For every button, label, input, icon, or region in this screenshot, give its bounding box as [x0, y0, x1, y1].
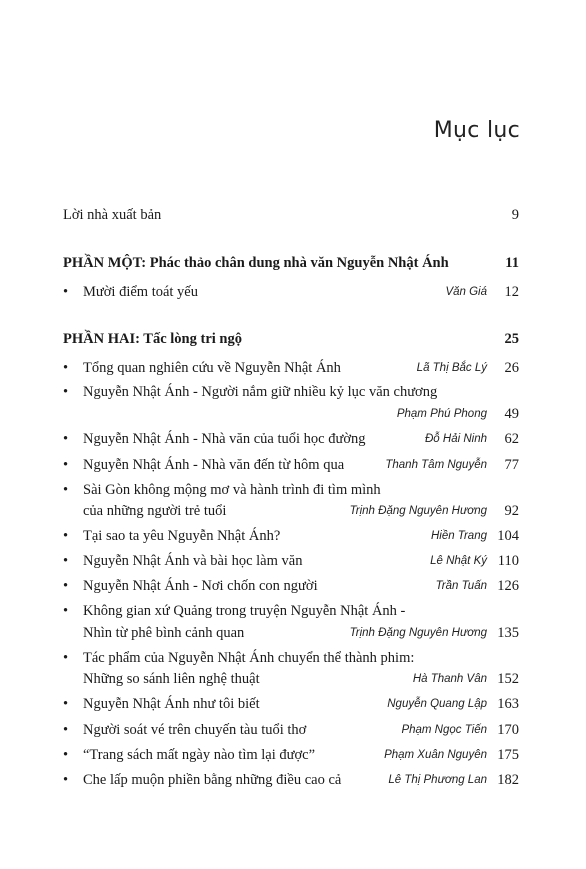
- bullet-icon: •: [63, 603, 69, 619]
- toc-section-part1[interactable]: [63, 252, 519, 274]
- toc-entry-author: Phạm Xuân Nguyên: [384, 749, 487, 761]
- toc-entry-author: Phạm Ngọc Tiến: [401, 724, 487, 736]
- toc-entry-title: Nguyễn Nhật Ánh - Người nắm giữ nhiều kỷ lục văn chương: [83, 384, 438, 400]
- toc-entry-author: Lê Nhật Ký: [430, 555, 487, 567]
- toc-entry-title: “Trang sách mất ngày nào tìm lại được”: [83, 747, 316, 763]
- bullet-icon: •: [63, 482, 69, 498]
- toc-page-number: 11: [505, 255, 519, 271]
- toc-entry-author: Đỗ Hải Ninh: [425, 433, 487, 445]
- toc-entry-title: Lời nhà xuất bản: [63, 207, 162, 223]
- bullet-icon: •: [63, 553, 69, 569]
- toc-entry-title: Nguyễn Nhật Ánh - Nhà văn đến từ hôm qua: [83, 457, 345, 473]
- toc-entry[interactable]: [63, 575, 519, 597]
- toc-entry-author: Nguyễn Quang Lập: [387, 698, 487, 710]
- bullet-icon: •: [63, 650, 69, 666]
- page-title: Mục lục: [433, 118, 520, 143]
- toc-entry-title: Mười điểm toát yếu: [83, 284, 198, 300]
- bullet-icon: •: [63, 360, 69, 376]
- toc-entry-title: Tổng quan nghiên cứu về Nguyễn Nhật Ánh: [83, 360, 341, 376]
- toc-entry-title: Sài Gòn không mộng mơ và hành trình đi tìm mình: [83, 482, 381, 498]
- toc-section-part2[interactable]: [63, 328, 519, 350]
- toc-entry-title-line2: Nhìn từ phê bình cảnh quan: [83, 625, 245, 641]
- toc-entry-author: Trần Tuấn: [435, 580, 487, 592]
- toc-entry[interactable]: [63, 769, 519, 791]
- toc-entry-title-line2: Những so sánh liên nghệ thuật: [83, 671, 260, 687]
- toc-entry[interactable]: [63, 357, 519, 379]
- toc-entry-author: Phạm Phú Phong: [396, 408, 487, 420]
- toc-entry-author: Thanh Tâm Nguyễn: [385, 459, 487, 471]
- toc-entry-author: Hiền Trang: [430, 530, 487, 542]
- bullet-icon: •: [63, 722, 69, 738]
- toc-entry-title: Người soát vé trên chuyến tàu tuổi thơ: [83, 722, 307, 738]
- toc-page-number: 104: [497, 528, 519, 544]
- bullet-icon: •: [63, 696, 69, 712]
- toc-entry-title: Nguyễn Nhật Ánh - Nơi chốn con người: [83, 578, 318, 594]
- toc-entry[interactable]: [63, 454, 519, 476]
- toc-entry-title: Tại sao ta yêu Nguyễn Nhật Ánh?: [83, 528, 281, 544]
- toc-entry-author: Văn Giá: [445, 286, 487, 298]
- toc-page-number: 182: [497, 772, 519, 788]
- bullet-icon: •: [63, 384, 69, 400]
- toc-entry-title: Không gian xứ Quảng trong truyện Nguyễn Nhật Ánh -: [83, 603, 406, 619]
- toc-entry-title: Tác phẩm của Nguyễn Nhật Ánh chuyển thể thành phim:: [83, 650, 415, 666]
- toc-page-number: 77: [504, 457, 519, 473]
- toc-entry[interactable]: [63, 381, 519, 403]
- toc-page-number: 110: [497, 553, 519, 569]
- toc-entry-author: Lã Thị Bắc Lý: [416, 362, 487, 374]
- toc-entry-title: Nguyễn Nhật Ánh - Nhà văn của tuổi học đường: [83, 431, 366, 447]
- toc-entry[interactable]: [63, 281, 519, 303]
- toc-entry[interactable]: [63, 647, 519, 669]
- toc-entry[interactable]: [63, 600, 519, 622]
- toc-page-number: 26: [504, 360, 519, 376]
- bullet-icon: •: [63, 578, 69, 594]
- toc-entry-title-line2: của những người trẻ tuổi: [83, 503, 227, 519]
- toc-entry-author: Trịnh Đặng Nguyên Hương: [349, 505, 487, 517]
- toc-entry[interactable]: [63, 719, 519, 741]
- toc-entry-continuation[interactable]: [63, 500, 519, 522]
- toc-entry-author: Trịnh Đặng Nguyên Hương: [349, 627, 487, 639]
- bullet-icon: •: [63, 457, 69, 473]
- toc-entry-continuation[interactable]: [63, 403, 519, 425]
- toc-entry[interactable]: [63, 525, 519, 547]
- toc-page-number: 135: [497, 625, 519, 641]
- toc-entry-continuation[interactable]: [63, 668, 519, 690]
- toc-entry-title: Che lấp muộn phiền bằng những điều cao cả: [83, 772, 342, 788]
- toc-page-number: 152: [497, 671, 519, 687]
- toc-page-number: 175: [497, 747, 519, 763]
- toc-entry[interactable]: [63, 744, 519, 766]
- toc-entry[interactable]: [63, 693, 519, 715]
- section-title: PHẦN HAI: Tấc lòng tri ngộ: [63, 331, 242, 347]
- toc-page-number: 92: [504, 503, 519, 519]
- toc-entry[interactable]: [63, 550, 519, 572]
- toc-page-number: 163: [497, 696, 519, 712]
- toc-page-number: 126: [497, 578, 519, 594]
- section-title: PHẦN MỘT: Phác thảo chân dung nhà văn Nguyễn Nhật Ánh: [63, 255, 449, 271]
- toc-entry-author: Hà Thanh Vân: [412, 673, 487, 685]
- bullet-icon: •: [63, 747, 69, 763]
- toc-entry-title: Nguyễn Nhật Ánh như tôi biết: [83, 696, 260, 712]
- bullet-icon: •: [63, 528, 69, 544]
- toc-page-number: 9: [511, 207, 519, 223]
- toc-page-number: 170: [497, 722, 519, 738]
- bullet-icon: •: [63, 772, 69, 788]
- toc-page-number: 25: [504, 331, 519, 347]
- toc-entry-continuation[interactable]: [63, 622, 519, 644]
- toc-entry[interactable]: [63, 428, 519, 450]
- toc-entry-intro[interactable]: [63, 204, 519, 226]
- toc-page-number: 62: [504, 431, 519, 447]
- bullet-icon: •: [63, 284, 69, 300]
- toc-entry[interactable]: [63, 479, 519, 501]
- toc-entry-author: Lê Thị Phương Lan: [388, 774, 487, 786]
- bullet-icon: •: [63, 431, 69, 447]
- toc-page-number: 49: [504, 406, 519, 422]
- toc-entry-title: Nguyễn Nhật Ánh và bài học làm văn: [83, 553, 303, 569]
- toc-page-number: 12: [504, 284, 519, 300]
